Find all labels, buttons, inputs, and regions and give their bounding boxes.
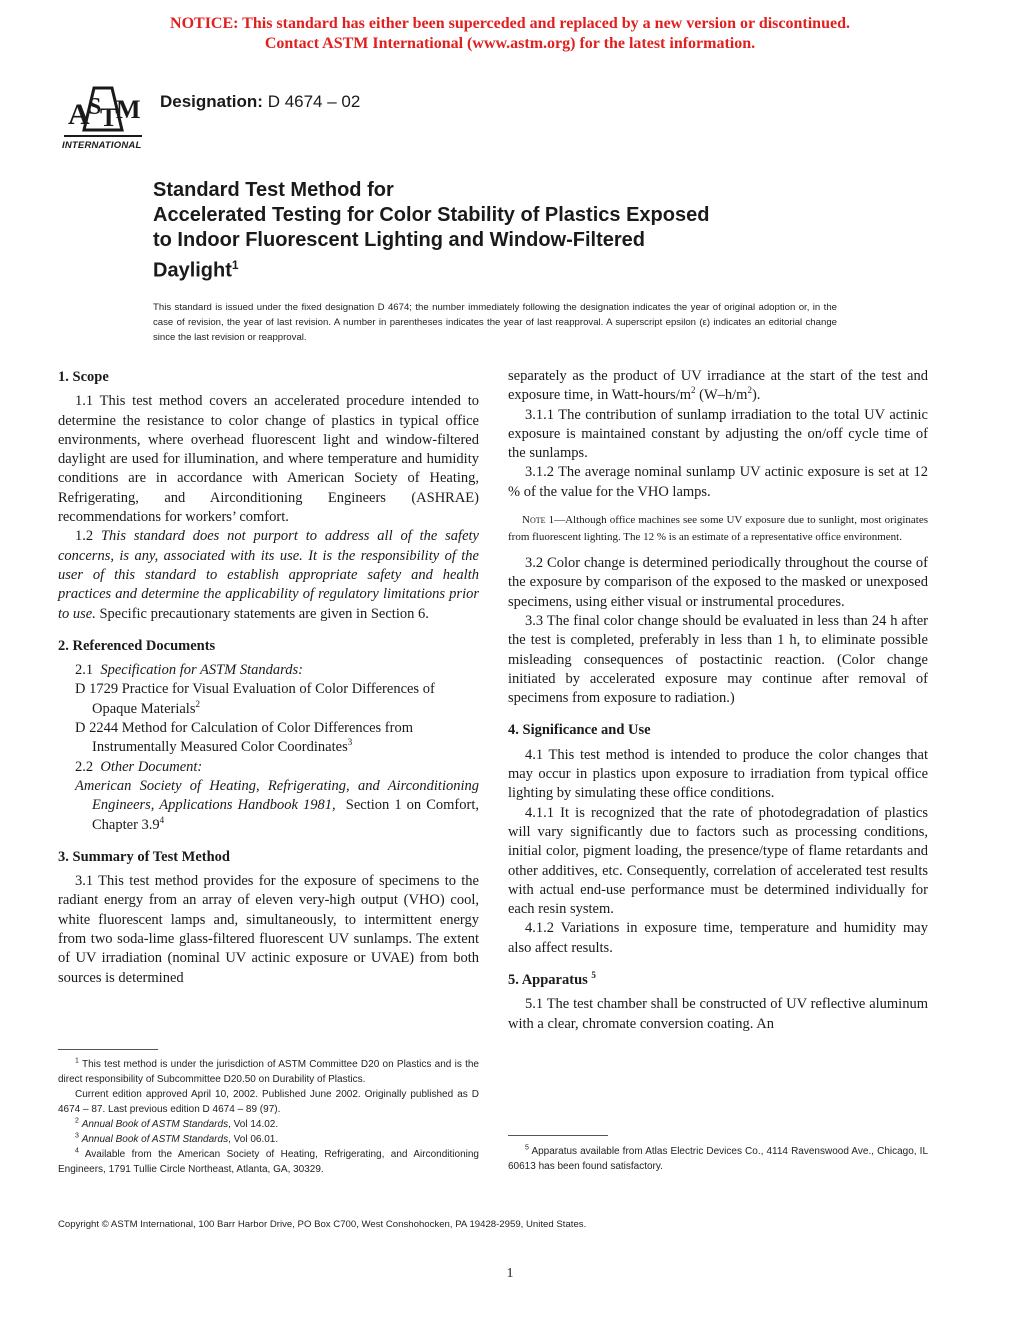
- squared-mark-1: 2: [691, 385, 696, 396]
- paragraph-2-2-italic: Other Document:: [100, 758, 203, 775]
- paragraph-2-1-italic: Specification for ASTM Standards:: [100, 662, 303, 679]
- footnote-rule-right: [508, 1135, 608, 1136]
- footnotes-left: [58, 1057, 479, 1177]
- title-line-3: to Indoor Fluorescent Lighting and Window-Filtered: [153, 229, 646, 251]
- reference-ashrae: [75, 777, 479, 835]
- reference-ashrae-italic: American Society of Heating, Refrigerating, and Airconditioning Engineers, Applications Handbook 1981,: [75, 777, 479, 814]
- svg-text:T: T: [100, 103, 118, 132]
- footnote-3: [58, 1132, 479, 1147]
- right-column: [508, 367, 928, 1034]
- paragraph-2-2-num: 2.2: [75, 758, 94, 775]
- apparatus-heading-text: 5. Apparatus: [508, 972, 588, 989]
- footnote-2-rest: , Vol 14.02.: [228, 1119, 279, 1130]
- designation-value: D 4674 – 02: [267, 92, 361, 111]
- footnote-5: [508, 1144, 928, 1174]
- reference-d2244: [75, 719, 479, 758]
- copyright-line: Copyright © ASTM International, 100 Barr Harbor Drive, PO Box C700, West Conshohocken, PA 19428-2959, United States.: [58, 1219, 587, 1230]
- note-1-label: Note 1: [522, 514, 555, 527]
- paragraph-2-2: [58, 758, 479, 777]
- paragraph-1-2-rest: Specific precautionary statements are given in Section 6.: [99, 605, 429, 622]
- footnote-5-text: Apparatus available from Atlas Electric Devices Co., 4114 Ravenswood Ave., Chicago, IL 60613 has been found satisfactory.: [508, 1146, 929, 1172]
- title-line-2: Accelerated Testing for Color Stability of Plastics Exposed: [153, 204, 710, 226]
- section-heading-summary: 3. Summary of Test Method: [58, 848, 230, 865]
- reference-ashrae-rest: Section 1 on Comfort, Chapter 3.9: [92, 797, 479, 833]
- paragraph-3-1-1: 3.1.1 The contribution of sunlamp irradiation to the total UV actinic exposure is maintained constant by adjusting the on/off cycle time of the sunlamps.: [508, 406, 928, 462]
- paragraph-1-2-italic: This standard does not purport to address all of the safety concerns, is any, associated with its use. It is the responsibility of the user of this standard to establish appropriate safety and health practices and determine the applicability of regulatory limitations prior to use.: [58, 528, 479, 622]
- paragraph-3-3: 3.3 The final color change should be evaluated in less than 24 h after the test is completed, preferably in less than 1 h, to eliminate possible misleading consequences of postactinic reaction. (Color change initiated by accelerated exposure may continue after removal of specimens from exposure to radiation.): [508, 612, 928, 707]
- paragraph-1-1: 1.1 This test method covers an accelerated procedure intended to determine the resistance to color change of plastics in typical office environments, where overhead fluorescent light and window-filtered daylight are used for illumination, and where temperature and humidity conditions are in accordance with American Society of Heating, Refrigerating, and Airconditioning Engineers (ASHRAE) recommendations for workers’ comfort.: [58, 393, 479, 526]
- svg-text:M: M: [116, 95, 141, 124]
- section-heading-apparatus: [508, 971, 928, 990]
- astm-logo-icon: [60, 80, 146, 156]
- left-column: [58, 367, 479, 988]
- footnote-4-text: Available from the American Society of Heating, Refrigerating, and Airconditioning Engineers, 1791 Tullie Circle Northeast, Atlanta, GA, 30329.: [58, 1149, 479, 1175]
- reference-ashrae-footnote-mark: 4: [159, 814, 165, 825]
- footnote-3-italic: Annual Book of ASTM Standards: [81, 1134, 229, 1145]
- paragraph-5-1: 5.1 The test chamber shall be constructed of UV reflective aluminum with a clear, chromate conversion coating. An: [508, 996, 928, 1032]
- note-1: [508, 512, 928, 546]
- footnote-2-mark: 2: [75, 1117, 79, 1125]
- issuance-statement: This standard is issued under the fixed designation D 4674; the number immediately following the designation indicates the year of original adoption or, in the case of revision, the year of last revision. A number in parentheses indicates the year of last reapproval. A superscript epsilon (ε) indicates an editorial change since the last revision or reapproval.: [153, 302, 837, 343]
- footnotes-right: [508, 1144, 928, 1174]
- paragraph-3-1-continued-c: ).: [751, 387, 761, 404]
- section-heading-scope: 1. Scope: [58, 369, 109, 385]
- footnote-1-mark: 1: [75, 1057, 79, 1065]
- footnote-1: [58, 1057, 479, 1087]
- footnote-5-mark: 5: [525, 1144, 529, 1152]
- paragraph-4-1-2: 4.1.2 Variations in exposure time, temperature and humidity may also affect results.: [508, 920, 928, 956]
- paragraph-3-1-continued-a: separately as the product of UV irradiance at the start of the test and exposure time, in Watt-hours/m: [508, 368, 928, 404]
- paragraph-4-1-1: 4.1.1 It is recognized that the rate of photodegradation of plastics will vary significantly due to factors such as processing conditions, initial color, pigment loading, the presence/type of flame retardants and other additives, etc. Consequently, correlation of accelerated test results with actual end-use performance must be determined individually for each resin system.: [508, 804, 928, 918]
- reference-d1729-footnote-mark: 2: [195, 698, 200, 709]
- svg-text:S: S: [88, 94, 102, 120]
- title-line-4-text: Daylight: [153, 259, 232, 282]
- document-title: [153, 178, 873, 284]
- footnote-4: [58, 1147, 479, 1177]
- footnote-1-text: This test method is under the jurisdiction of ASTM Committee D20 on Plastics and is the direct responsibility of Subcommittee D20.50 on Durability of Plastics.: [58, 1059, 479, 1085]
- notice-line-2: Contact ASTM International (www.astm.org) for the latest information.: [264, 35, 756, 52]
- paragraph-3-1-2: 3.1.2 The average nominal sunlamp UV actinic exposure is set at 12 % of the value for the VHO lamps.: [508, 464, 928, 500]
- footnote-3-mark: 3: [75, 1132, 79, 1140]
- footnote-3-rest: , Vol 06.01.: [228, 1134, 279, 1145]
- footnote-2: [58, 1117, 479, 1132]
- paragraph-3-1: 3.1 This test method provides for the exposure of specimens to the radiant energy from an array of eleven very-high output (VHO) cool, white fluorescent lamps and, simultaneously, to intermittent energy from two soda-lime glass-filtered fluorescent UV sunlamps. The extent of UV irradiation (nominal UV actinic exposure or UVAE) from both sources is determined: [58, 873, 479, 986]
- section-heading-referenced-documents: 2. Referenced Documents: [58, 637, 216, 654]
- reference-d1729-text: D 1729 Practice for Visual Evaluation of Color Differences of Opaque Materials: [75, 681, 435, 717]
- reference-d1729: [75, 680, 479, 719]
- apparatus-footnote-mark: 5: [591, 970, 596, 981]
- paragraph-3-1-continued-b: (W–h/m: [695, 387, 748, 404]
- footnote-2-italic: Annual Book of ASTM Standards: [81, 1119, 229, 1130]
- squared-mark-2: 2: [747, 385, 752, 396]
- paragraph-3-2: 3.2 Color change is determined periodically throughout the course of the exposure by comparison of the exposed to the masked or unexposed specimens, using either visual or instrumental procedures.: [508, 555, 928, 610]
- title-line-1: Standard Test Method for: [153, 179, 394, 201]
- title-footnote-mark: 1: [231, 258, 239, 272]
- footnote-rule-left: [58, 1049, 158, 1050]
- paragraph-2-1: [58, 661, 479, 680]
- paragraph-3-1-continued: [508, 367, 928, 406]
- reference-d2244-text: D 2244 Method for Calculation of Color Differences from Instrumentally Measured Color Coordinates: [75, 720, 413, 756]
- footnote-4-mark: 4: [75, 1147, 79, 1155]
- supersession-notice: [0, 14, 1020, 54]
- svg-text:A: A: [68, 98, 90, 131]
- note-1-text: —Although office machines see some UV exposure due to sunlight, most originates from fluorescent lighting. The 12 % is an estimate of a representative office environment.: [508, 514, 928, 544]
- reference-d2244-footnote-mark: 3: [347, 737, 353, 748]
- designation: [160, 92, 360, 112]
- paragraph-4-1: 4.1 This test method is intended to produce the color changes that may occur in plastics upon exposure to irradiation from typical office lighting by simulating these office conditions.: [508, 746, 928, 802]
- notice-line-1: NOTICE: This standard has either been superceded and replaced by a new version or discontinued.: [170, 15, 850, 32]
- paragraph-1-2: [58, 527, 479, 623]
- paragraph-2-1-num: 2.1: [75, 662, 94, 679]
- designation-label: Designation:: [160, 92, 263, 111]
- section-heading-significance: 4. Significance and Use: [508, 722, 651, 739]
- paragraph-1-2-num: 1.2: [75, 528, 94, 545]
- logo-text: INTERNATIONAL: [62, 140, 142, 151]
- title-line-4: [153, 253, 873, 284]
- page-number: 1: [506, 1266, 514, 1281]
- footnote-1-edition: Current edition approved April 10, 2002. Published June 2002. Originally published as D 4674 – 87. Last previous edition D 4674 – 89 (97).: [58, 1089, 479, 1115]
